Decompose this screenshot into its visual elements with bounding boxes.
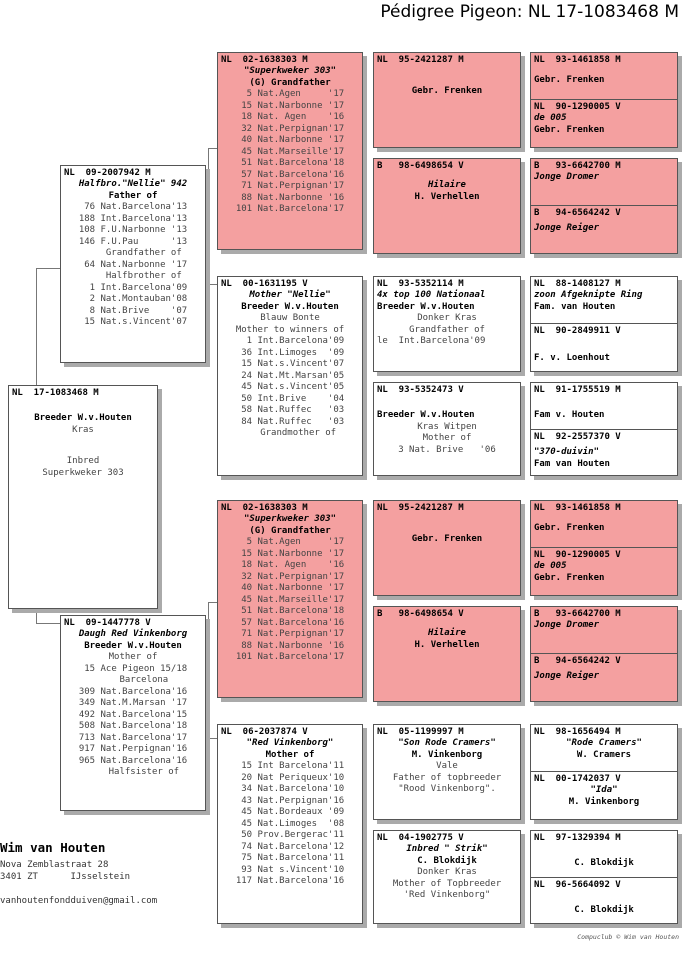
result-line: 57 Nat.Barcelona'16 (235, 617, 345, 628)
pigeon-name: Daugh Red Vinkenborg (78, 629, 188, 639)
ring-number: B 98-6498654 V (377, 609, 464, 619)
result-line: 40 Nat.Narbonne '17 (235, 135, 345, 145)
result-line: 45 Nat.Bordeaux '09 (235, 807, 345, 817)
breeder: Gebr. Frenken (534, 523, 605, 533)
ring-number: NL 09-1447778 V (64, 618, 151, 628)
result-line: 15 Nat.Narbonne '17 (235, 100, 345, 111)
result-line: 36 Int.Limoges '09 (235, 347, 345, 358)
role: (G) Grandfather (249, 77, 331, 88)
result-line: "Rood Vinkenborg". (398, 784, 496, 794)
breeder: W. Cramers (576, 749, 632, 760)
result-line: 34 Nat.Barcelona'10 (235, 784, 345, 794)
ring-number: NL 05-1199997 M (377, 727, 464, 737)
result-line: 146 F.U.Pau '13 (78, 236, 188, 247)
result-line: 15 Nat.s.Vincent'07 (78, 317, 188, 327)
result-line: 508 Nat.Barcelona'18 (78, 721, 188, 731)
subject-card[interactable] (8, 385, 158, 609)
pigeon-name: Halfbro."Nellie" 942 (78, 179, 188, 189)
connector-line (208, 602, 209, 738)
grandfather-card[interactable] (217, 52, 363, 250)
result-line: 84 Nat.Ruffec '03 (235, 416, 345, 427)
grandfather-card[interactable] (217, 500, 363, 698)
breeder: Gebr. Frenken (534, 75, 605, 85)
pigeon-name: 4x top 100 Nationaal (377, 290, 486, 300)
breeder: M. Vinkenborg (568, 796, 640, 807)
result-line: 917 Nat.Perpignan'16 (78, 744, 188, 754)
result-line: 24 Nat.Mt.Marsan'05 (235, 370, 345, 381)
role: Mother of Topbreeder (392, 878, 502, 889)
result-line: 2 Nat.Montauban'08 (78, 294, 188, 304)
result-line: 117 Nat.Barcelona'16 (235, 876, 345, 886)
ancestor-pair-card[interactable] (530, 158, 678, 254)
result-line: 45 Nat.Marseille'17 (235, 594, 345, 605)
connector-line (208, 602, 217, 603)
result-line: 15 Int Barcelona'11 (235, 761, 345, 771)
great-grandparent-card[interactable] (373, 382, 521, 476)
owner-name: Wim van Houten (0, 840, 106, 855)
ring-number: B 94-6564242 V (534, 656, 621, 666)
page-title: Pédigree Pigeon: NL 17-1083468 M (380, 2, 679, 22)
color: Kras (72, 424, 94, 435)
color: Blauw Bonte (260, 313, 320, 323)
ring-number: NL 95-2421287 M (377, 503, 464, 513)
ring-number: NL 02-1638303 M (221, 503, 308, 513)
result-line: 713 Nat.Barcelona'17 (78, 732, 188, 743)
result-line: 101 Nat.Barcelona'17 (235, 652, 345, 662)
pigeon-name: Hilaire (428, 180, 466, 190)
ring-number: NL 98-1656494 M (534, 727, 621, 737)
result-line: 20 Nat Periqueux'10 (235, 772, 345, 783)
great-grandparent-card[interactable] (373, 830, 521, 924)
breeder: C. Blokdijk (417, 855, 477, 866)
result-line: 15 Ace Pigeon 15/18 (78, 663, 188, 674)
breeder: Gebr. Frenken (411, 86, 483, 96)
result-line: 43 Nat.Perpignan'16 (235, 795, 345, 806)
connector-line (208, 738, 217, 739)
pigeon-name: "Superkweker 303" (243, 514, 337, 524)
pigeon-name: "370-duivin" (534, 447, 600, 457)
pigeon-name: Jonge Dromer (534, 172, 600, 182)
breeder: Breeder W.v.Houten (84, 640, 182, 651)
breeder: M. Vinkenborg (411, 749, 483, 760)
role: Father of topbreeder (392, 772, 502, 783)
role: Father of (108, 190, 158, 201)
owner-street: Nova Zemblastraat 28 (0, 860, 109, 870)
breeder: H. Verhellen (414, 639, 480, 650)
breeder: Breeder W.v.Houten (377, 301, 475, 312)
result-line: 71 Nat.Perpignan'17 (235, 629, 345, 639)
ring-number: B 93-6642700 M (534, 161, 621, 171)
result-line: Grandfather of (84, 248, 182, 258)
footer-credit: Compuclub © Wim van Houten (577, 933, 679, 941)
pigeon-name: zoon Afgeknipte Ring (534, 290, 643, 300)
role: Mother of (108, 652, 158, 662)
ring-number: NL 88-1408127 M (534, 279, 621, 289)
ring-number: NL 93-1461858 M (534, 55, 621, 65)
mother-card[interactable] (60, 615, 206, 811)
ring-number: NL 17-1083468 M (12, 388, 99, 398)
result-line: 51 Nat.Barcelona'18 (235, 606, 345, 616)
breeder: Breeder W.v.Houten (241, 301, 339, 312)
result-line: 101 Nat.Barcelona'17 (235, 204, 345, 214)
result-line: 88 Nat.Narbonne '16 (235, 192, 345, 203)
ring-number: NL 09-2007942 M (64, 168, 151, 178)
father-card[interactable] (60, 165, 206, 363)
grandmother-card[interactable] (217, 724, 363, 924)
result-line: 40 Nat.Narbonne '17 (235, 583, 345, 593)
pigeon-name: "Superkweker 303" (243, 66, 337, 76)
result-line: 309 Nat.Barcelona'16 (78, 686, 188, 697)
result-line: Halfbrother of (84, 271, 182, 281)
ring-number: NL 02-1638303 M (221, 55, 308, 65)
result-line: 71 Nat.Perpignan'17 (235, 181, 345, 191)
role: Mother of (265, 749, 315, 760)
note: Superkweker 303 (42, 467, 124, 478)
color: Vale (436, 761, 458, 771)
breeder: C. Blokdijk (574, 905, 634, 915)
result-line: 64 Nat.Narbonne '17 (78, 259, 188, 270)
result-line: 18 Nat. Agen '16 (235, 560, 345, 570)
ancestor-pair-card[interactable] (530, 382, 678, 476)
result-line: 18 Nat. Agen '16 (235, 112, 345, 122)
ancestor-pair-card[interactable] (530, 724, 678, 820)
breeder: Fam v. Houten (534, 410, 605, 420)
pigeon-name: Inbred " Strik" (406, 844, 488, 854)
breeder: Breeder W.v.Houten (377, 410, 475, 420)
result-line: 15 Nat.Narbonne '17 (235, 548, 345, 559)
result-line: 93 Nat s.Vincent'10 (235, 864, 345, 875)
ring-number: NL 96-5664092 V (534, 880, 621, 890)
ancestor-pair-card[interactable] (530, 500, 678, 596)
result-line: 108 F.U.Narbonne '13 (78, 225, 188, 235)
pigeon-name: "Ida" (590, 785, 618, 795)
result-line: 965 Nat.Barcelona'16 (78, 755, 188, 766)
owner-city: 3401 ZT IJsselstein (0, 872, 131, 882)
result-line: 5 Nat.Agen '17 (235, 89, 345, 99)
pigeon-name: Mother "Nellie" (249, 290, 331, 300)
result-line: 1 Int.Barcelona'09 (235, 336, 345, 346)
ring-number: NL 04-1902775 V (377, 833, 464, 843)
ring-number: B 93-6642700 M (534, 609, 621, 619)
color: Donker Kras (417, 867, 477, 877)
pigeon-name: Jonge Dromer (534, 620, 600, 630)
result-line: le Int.Barcelona'09 (377, 336, 486, 346)
breeder: H. Verhellen (414, 191, 480, 202)
great-grandparent-card[interactable] (373, 52, 521, 148)
pigeon-name: de 005 (534, 113, 567, 123)
result-line: 349 Nat.M.Marsan '17 (78, 698, 188, 708)
result-line: 76 Nat.Barcelona'13 (78, 202, 188, 212)
breeder: Fam van Houten (534, 458, 610, 469)
ring-number: NL 90-1290005 V (534, 550, 621, 560)
pigeon-name: "Red Vinkenborg" (246, 738, 334, 748)
result-line: 58 Nat.Ruffec '03 (235, 405, 345, 415)
grandmother-card[interactable] (217, 276, 363, 476)
result-line: 5 Nat.Agen '17 (235, 537, 345, 547)
ring-number: NL 97-1329394 M (534, 833, 621, 843)
great-grandparent-card[interactable] (373, 158, 521, 254)
breeder: Fam. van Houten (534, 301, 616, 312)
result-line: 1 Int.Barcelona'09 (78, 282, 188, 293)
ring-number: NL 93-5352114 M (377, 279, 464, 289)
breeder: Breeder W.v.Houten (34, 413, 132, 423)
result-line: Barcelona (97, 675, 169, 685)
role: Grandfather of (409, 324, 485, 335)
connector-line (36, 623, 60, 624)
ring-number: NL 91-1755519 M (534, 385, 621, 395)
great-grandparent-card[interactable] (373, 500, 521, 596)
pigeon-name: Hilaire (428, 628, 466, 638)
ring-number: NL 92-2557370 V (534, 432, 621, 442)
result-line: 492 Nat.Barcelona'15 (78, 709, 188, 720)
result-line: Halfsister of (86, 767, 180, 777)
ancestor-pair-card[interactable] (530, 276, 678, 372)
role: Mother of (422, 433, 472, 443)
breeder: Gebr. Frenken (534, 572, 605, 583)
result-line: 32 Nat.Perpignan'17 (235, 571, 345, 582)
result-line: 32 Nat.Perpignan'17 (235, 123, 345, 134)
result-line: 45 Nat.Marseille'17 (235, 146, 345, 157)
role: Mother to winners of (235, 324, 345, 335)
ring-number: B 98-6498654 V (377, 161, 464, 171)
role: (G) Grandfather (249, 525, 331, 536)
ring-number: B 94-6564242 V (534, 208, 621, 218)
pigeon-name: "Rode Cramers" (566, 738, 642, 748)
connector-line (36, 268, 60, 269)
result-line: Grandmother of (243, 428, 337, 438)
breeder: Gebr. Frenken (534, 124, 605, 135)
pigeon-name: "Son Rode Cramers" (398, 738, 496, 748)
great-grandparent-card[interactable] (373, 276, 521, 372)
result-line: 3 Nat. Brive '06 (398, 444, 496, 455)
owner-email[interactable]: vanhoutenfondduiven@gmail.com (0, 896, 158, 906)
owner-info (0, 840, 157, 907)
ring-number: NL 00-1742037 V (534, 774, 621, 784)
breeder: C. Blokdijk (574, 858, 634, 868)
ancestor-pair-card[interactable] (530, 830, 678, 924)
result-line: 45 Nat.s.Vincent'05 (235, 382, 345, 392)
result-line: 75 Nat.Barcelona'11 (235, 853, 345, 863)
breeder: Gebr. Frenken (411, 534, 483, 544)
ring-number: NL 90-2849911 V (534, 326, 621, 336)
result-line: 50 Int.Brive '04 (235, 393, 345, 404)
great-grandparent-card[interactable] (373, 606, 521, 702)
ring-number: NL 06-2037874 V (221, 727, 308, 737)
ring-number: NL 93-1461858 M (534, 503, 621, 513)
result-line: 45 Nat.Limoges '08 (235, 818, 345, 829)
result-line: 15 Nat.s.Vincent'07 (235, 359, 345, 369)
breeder: F. v. Loenhout (534, 353, 610, 363)
ring-number: NL 93-5352473 V (377, 385, 464, 395)
ancestor-pair-card[interactable] (530, 606, 678, 702)
result-line: 'Red Vinkenborg" (403, 890, 491, 900)
pigeon-name: Jonge Reiger (534, 223, 600, 233)
note: Inbred (66, 456, 100, 466)
connector-line (208, 284, 217, 285)
connector-line (208, 148, 209, 284)
great-grandparent-card[interactable] (373, 724, 521, 820)
pigeon-name: de 005 (534, 561, 567, 571)
result-line: 51 Nat.Barcelona'18 (235, 158, 345, 168)
result-line: 74 Nat.Barcelona'12 (235, 841, 345, 852)
result-line: 57 Nat.Barcelona'16 (235, 169, 345, 180)
color: Kras Witpen (417, 421, 477, 432)
result-line: 8 Nat.Brive '07 (78, 305, 188, 316)
connector-line (208, 148, 217, 149)
result-line: 50 Prov.Bergerac'11 (235, 830, 345, 840)
result-line: 88 Nat.Narbonne '16 (235, 640, 345, 651)
pigeon-name: Jonge Reiger (534, 671, 600, 681)
ring-number: NL 00-1631195 V (221, 279, 308, 289)
ring-number: NL 90-1290005 V (534, 102, 621, 112)
color: Donker Kras (417, 313, 477, 323)
ancestor-pair-card[interactable] (530, 52, 678, 148)
ring-number: NL 95-2421287 M (377, 55, 464, 65)
result-line: 188 Int.Barcelona'13 (78, 213, 188, 224)
